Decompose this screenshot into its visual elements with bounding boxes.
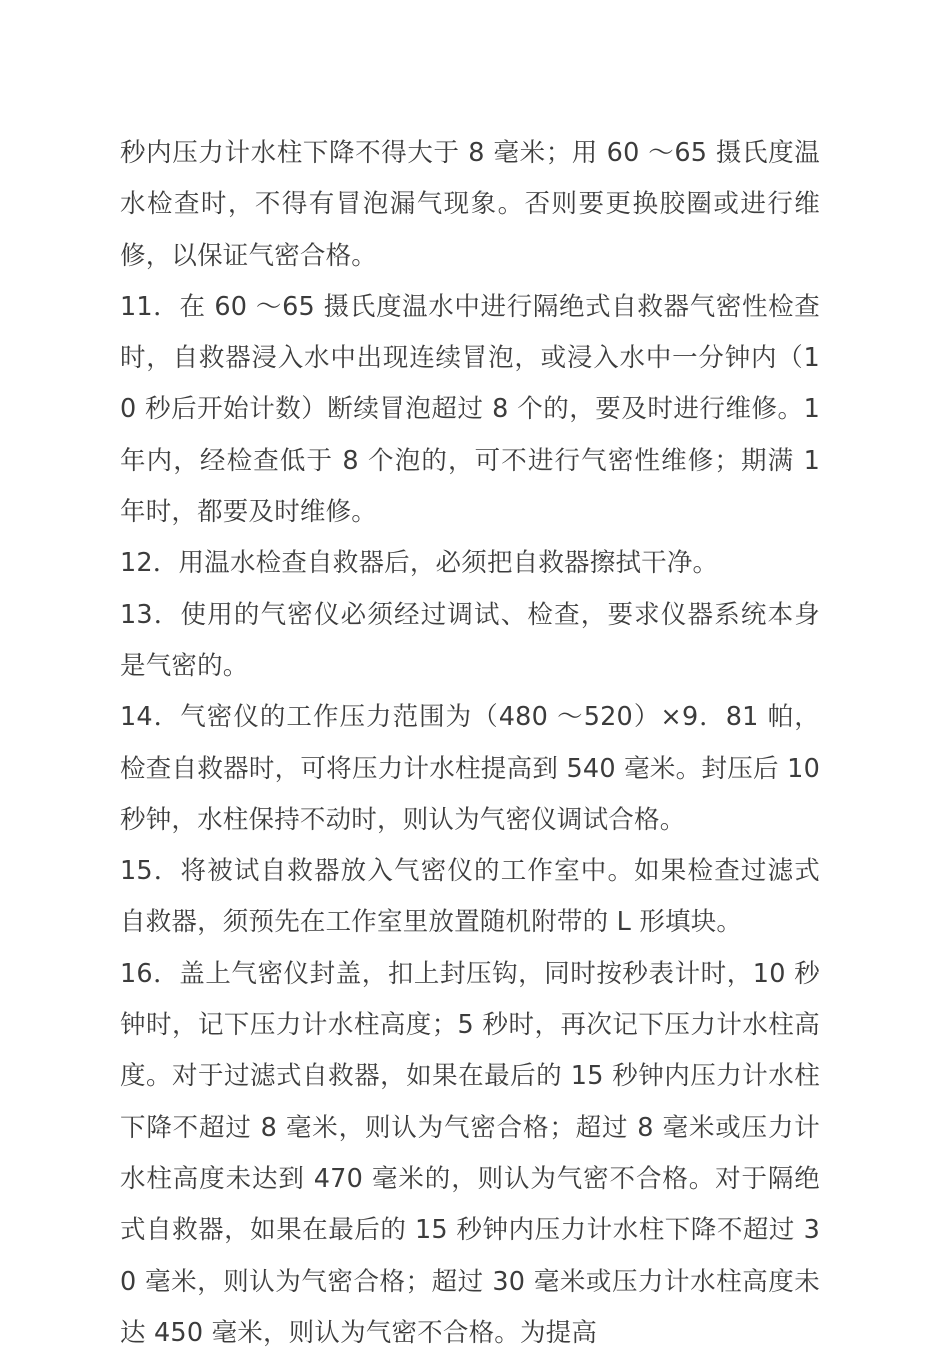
paragraph-item-15: 15．将被试自救器放入气密仪的工作室中。如果检查过滤式自救器，须预先在工作室里放置随机附带的 L 形填块。 bbox=[120, 856, 820, 938]
paragraph-item-11: 11．在 60 ～65 摄氏度温水中进行隔绝式自救器气密性检查时，自救器浸入水中出现连续冒泡，或浸入水中一分钟内（10 秒后开始计数）断续冒泡超过 8 个的，要及时进行维修。1 年内，经检查低于 8 个泡的，可不进行气密性维修；期满 1 年时，都要及时维修。 bbox=[120, 291, 820, 528]
paragraph-item-13: 13．使用的气密仪必须经过调试、检查，要求仪器系统本身是气密的。 bbox=[120, 599, 820, 681]
paragraph-continued-10: 秒内压力计水柱下降不得大于 8 毫米；用 60 ～65 摄氏度温水检查时，不得有冒泡漏气现象。否则要更换胶圈或进行维修，以保证气密合格。 bbox=[120, 138, 820, 271]
paragraph-item-16: 16．盖上气密仪封盖，扣上封压钩，同时按秒表计时，10 秒钟时，记下压力计水柱高度；5 秒时，再次记下压力计水柱高度。对于过滤式自救器，如果在最后的 15 秒钟内压力计水柱下降不超过 8 毫米，则认为气密合格；超过 8 毫米或压力计水柱高度未达到 470 毫米的，则认为气密不合格。对于隔绝式自救器，如果在最后的 15 秒钟内压力计水柱下降不超过 30 毫米，则认为气密合格；超过 30 毫米或压力计水柱高度未达 450 毫米，则认为气密不合格。为提高 bbox=[120, 958, 820, 1348]
document-text-column bbox=[120, 128, 820, 1359]
paragraph-item-14: 14．气密仪的工作压力范围为（480 ～520）×9．81 帕，检查自救器时，可将压力计水柱提高到 540 毫米。封压后 10 秒钟，水柱保持不动时，则认为气密仪调试合格。 bbox=[120, 702, 820, 835]
paragraph-item-12: 12．用温水检查自救器后，必须把自救器擦拭干净。 bbox=[120, 548, 719, 579]
